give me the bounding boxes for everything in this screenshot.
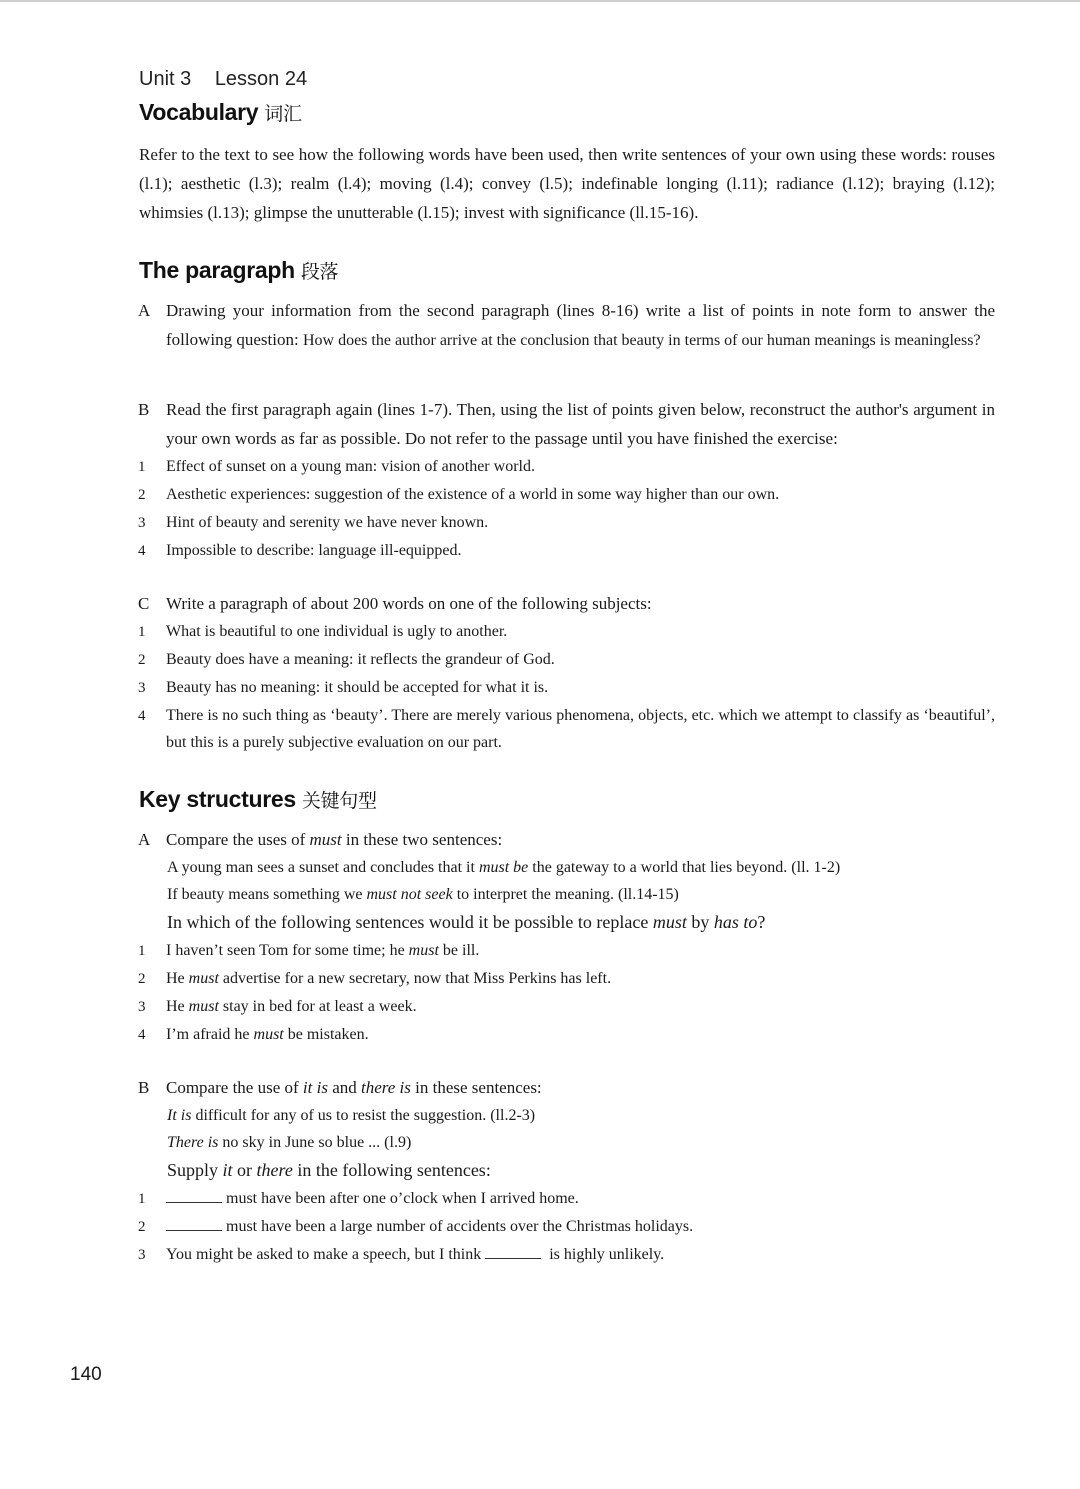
item-text: Aesthetic experiences: suggestion of the existence of a world in some way higher than our own. [166, 486, 780, 503]
text-run: Compare the use of [166, 1078, 303, 1097]
item-number: 3 [138, 680, 146, 696]
key-b-example-1 [139, 1102, 995, 1129]
text-run: must have been a large number of accidents over the Christmas holidays. [226, 1218, 694, 1235]
text-run: A young man sees a sunset and concludes that it [167, 859, 479, 876]
paragraph-title: The paragraph [139, 257, 295, 283]
text-run: In which of the following sentences would it be possible to replace [167, 912, 653, 932]
text-run: and [327, 1078, 361, 1097]
text-run: He [166, 970, 189, 987]
exercise-label: A [138, 301, 151, 320]
text-run: be mistaken. [283, 1026, 369, 1043]
text-run: in the following sentences: [292, 1160, 491, 1180]
text-run: I haven’t seen Tom for some time; he [166, 942, 409, 959]
list-item [139, 453, 995, 481]
list-item [139, 481, 995, 509]
text-run: no sky in June so blue ... (l.9) [218, 1134, 412, 1151]
text-run: If beauty means something we [167, 886, 367, 903]
page-content [139, 68, 995, 1269]
list-item [139, 965, 995, 993]
answer-blank[interactable] [166, 1188, 222, 1203]
key-a-example-2 [139, 881, 995, 908]
text-run-italic: it [222, 1160, 233, 1180]
item-number: 2 [138, 487, 146, 503]
text-run-italic: It is [167, 1107, 192, 1124]
key-exercise-b [139, 1073, 995, 1102]
text-run-italic: must [652, 912, 687, 932]
exercise-label: C [138, 594, 150, 613]
list-item [139, 993, 995, 1021]
text-run-italic: must [253, 1026, 284, 1043]
exercise-a-question: How does the author arrive at the conclusion that beauty in terms of our human meanings is meaningless? [302, 332, 981, 349]
exercise-label: B [138, 1078, 150, 1097]
text-run-italic: must be [478, 859, 529, 876]
item-number: 3 [138, 515, 146, 531]
list-item [139, 1241, 995, 1269]
item-number: 3 [138, 1247, 146, 1263]
lesson-label: Lesson 24 [214, 68, 308, 90]
paragraph-exercise-b [139, 395, 995, 453]
item-text: There is no such thing as ‘beauty’. There are merely various phenomena, objects, etc. which we attempt to classify as ‘beautiful’, but this is a purely subjective evaluation on our part. [166, 707, 995, 751]
item-text: Effect of sunset on a young man: vision of another world. [166, 458, 535, 475]
list-item [139, 702, 995, 756]
key-exercise-a [139, 825, 995, 854]
exercise-c-instruction: Write a paragraph of about 200 words on one of the following subjects: [166, 594, 652, 613]
text-run: to interpret the meaning. (ll.14-15) [452, 886, 679, 903]
item-number: 2 [138, 652, 146, 668]
exercise-label: A [138, 830, 151, 849]
vocabulary-title-cn: 词汇 [264, 103, 302, 125]
text-run: advertise for a new secretary, now that Miss Perkins has left. [218, 970, 612, 987]
list-item [139, 618, 995, 646]
text-run: or [232, 1160, 257, 1180]
text-run-italic: must [188, 998, 219, 1015]
item-text: What is beautiful to one individual is ugly to another. [166, 623, 508, 640]
list-item [139, 937, 995, 965]
list-item [139, 1021, 995, 1049]
item-number: 4 [138, 1027, 146, 1043]
text-run-italic: There is [167, 1134, 219, 1151]
text-run: He [166, 998, 189, 1015]
text-run: I’m afraid he [166, 1026, 254, 1043]
item-number: 1 [138, 624, 146, 640]
exercise-a-instruction: Drawing your information from the second paragraph (lines 8-16) write a list of points in note form to answer the following question: [166, 301, 995, 349]
list-item [139, 1185, 995, 1213]
exercise-b-list [139, 453, 995, 565]
text-run: You might be asked to make a speech, but I think [166, 1246, 486, 1263]
answer-blank[interactable] [485, 1244, 541, 1259]
exercise-b-instruction: Read the first paragraph again (lines 1-7). Then, using the list of points given below, reconstruct the author's argument in your own words as far as possible. Do not refer to the passage until you have finished the exercise: [166, 400, 995, 448]
key-a-example-1 [139, 854, 995, 881]
list-item [139, 674, 995, 702]
text-run-italic: there [256, 1160, 293, 1180]
key-b-example-2 [139, 1129, 995, 1156]
item-text: Hint of beauty and serenity we have never known. [166, 514, 489, 531]
key-a-list [139, 937, 995, 1049]
text-run-italic: has to [713, 912, 758, 932]
top-border [0, 0, 1080, 2]
text-run: be ill. [438, 942, 480, 959]
text-run: difficult for any of us to resist the suggestion. (ll.2-3) [191, 1107, 536, 1124]
key-structures-title-cn: 关键句型 [301, 790, 377, 812]
paragraph-heading [139, 257, 995, 284]
text-run-italic: it is [302, 1078, 328, 1097]
text-run-italic: must not seek [366, 886, 453, 903]
item-number: 1 [138, 1191, 146, 1207]
vocabulary-text: Refer to the text to see how the following words have been used, then write sentences of your own using these words: rouses (l.1); aesthetic (l.3); realm (l.4); moving (l.4); convey (l.5); indefinable longing (l.11); radiance (l.12); braying (l.12); whimsies (l.13); glimpse the unutterable (l.15); invest with significance (ll.15-16). [139, 145, 995, 222]
paragraph-title-cn: 段落 [300, 261, 339, 283]
item-number: 4 [138, 708, 146, 724]
text-run-italic: must [408, 942, 439, 959]
exercise-c-list [139, 618, 995, 756]
vocabulary-heading [139, 99, 995, 126]
text-run: stay in bed for at least a week. [218, 998, 417, 1015]
item-text: Beauty has no meaning: it should be accepted for what it is. [166, 679, 549, 696]
text-run: ? [757, 912, 766, 932]
exercise-label: B [138, 400, 150, 419]
text-run: in these sentences: [410, 1078, 542, 1097]
vocabulary-title: Vocabulary [139, 99, 259, 125]
item-number: 3 [138, 999, 146, 1015]
list-item [139, 646, 995, 674]
page-number: 140 [70, 1364, 102, 1385]
text-run-italic: there is [361, 1078, 411, 1097]
item-text: Beauty does have a meaning: it reflects the grandeur of God. [166, 651, 555, 668]
item-number: 1 [138, 943, 146, 959]
item-text: Impossible to describe: language ill-equipped. [166, 542, 462, 559]
text-run: Supply [167, 1160, 223, 1180]
key-a-question [139, 908, 995, 937]
item-number: 4 [138, 543, 146, 559]
unit-lesson-header [139, 68, 995, 91]
list-item [139, 509, 995, 537]
text-run: by [686, 912, 714, 932]
key-structures-heading [139, 786, 995, 813]
list-item [139, 1213, 995, 1241]
key-b-list [139, 1185, 995, 1269]
text-run: the gateway to a world that lies beyond. (ll. 1-2) [528, 859, 841, 876]
list-item [139, 537, 995, 565]
answer-blank[interactable] [166, 1216, 222, 1231]
text-run-italic: must [188, 970, 219, 987]
text-run: is highly unlikely. [545, 1246, 665, 1263]
item-number: 2 [138, 971, 146, 987]
item-number: 2 [138, 1219, 146, 1235]
item-number: 1 [138, 459, 146, 475]
text-run-italic: must [309, 830, 342, 849]
paragraph-exercise-a [139, 296, 995, 355]
paragraph-exercise-c [139, 589, 995, 618]
key-b-question [139, 1156, 995, 1185]
key-b-intro [166, 1073, 995, 1102]
text-run: in these two sentences: [341, 830, 503, 849]
text-run: must have been after one o’clock when I arrived home. [226, 1190, 579, 1207]
unit-label: Unit 3 [139, 68, 192, 90]
text-run: Compare the uses of [166, 830, 310, 849]
key-a-intro [166, 825, 995, 854]
key-structures-title: Key structures [139, 786, 296, 812]
